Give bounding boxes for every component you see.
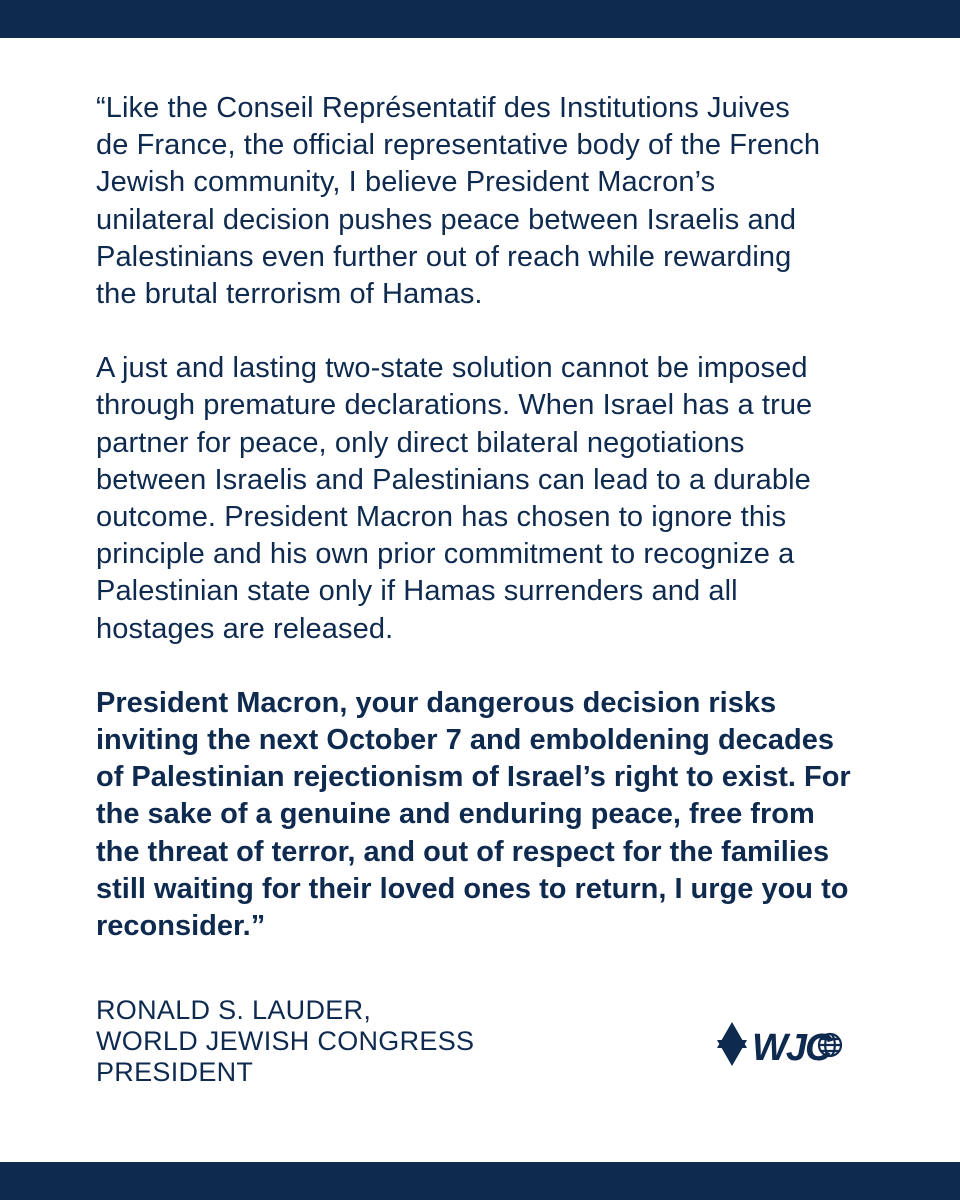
top-banner-bar	[0, 0, 960, 38]
speaker-attribution	[96, 995, 474, 1088]
speaker-name: RONALD S. LAUDER,	[96, 995, 372, 1025]
bottom-banner-bar	[0, 1162, 960, 1200]
quote-paragraph-1: “Like the Conseil Représentatif des Institutions Juives de France, the official representative body of the French Jewish community, I believe President Macron’s unilateral decision pushes peace between Israelis and Palestinians even further out of reach while rewarding the brutal terrorism of Hamas.	[96, 92, 821, 311]
wjc-logo-text: WJC	[752, 1027, 831, 1069]
star-of-david-icon	[717, 1022, 747, 1066]
speaker-organization: WORLD JEWISH CONGRESS	[96, 1026, 475, 1056]
quote-paragraph-2: A just and lasting two-state solution cannot be imposed through premature declarations. When Israel has a true partner for peace, only direct bilateral negotiations between Israelis and Palestinians can lead to a durable outcome. President Macron has chosen to ignore this principle and his own prior commitment to recognize a Palestinian state only if Hamas surrenders and all hostages are released.	[96, 352, 813, 645]
wjc-logo-icon	[714, 1018, 846, 1072]
quote-body	[96, 90, 896, 945]
speaker-title: PRESIDENT	[96, 1057, 254, 1087]
quote-paragraph-3-emphasis: President Macron, your dangerous decision risks inviting the next October 7 and emboldening decades of Palestinian rejectionism of Israel’s right to exist. For the sake of a genuine and enduring peace, free from the threat of terror, and out of respect for the families still waiting for their loved ones to return, I urge you to reconsider.”	[96, 686, 851, 943]
